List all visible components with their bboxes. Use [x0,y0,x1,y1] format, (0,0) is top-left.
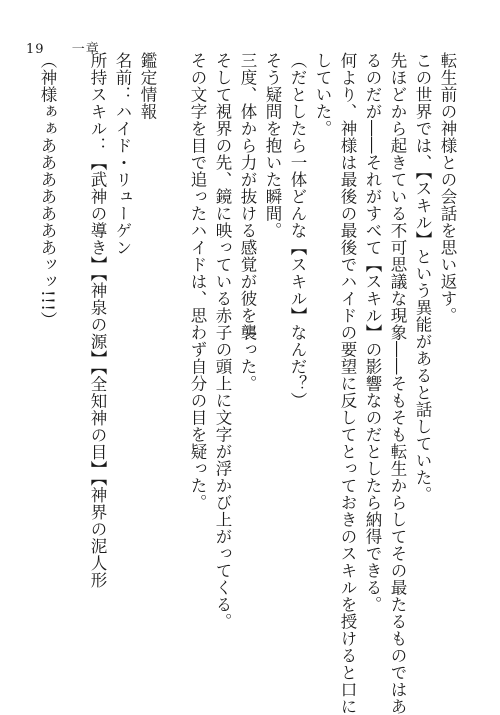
section-gap [160,52,185,682]
chapter-title: 一章 [71,42,100,57]
text-line: （だとしたら一体どんな【スキル】なんだ？） [288,52,307,409]
text-line: そして視界の先、鏡に映っている赤子の頭上に文字が浮かび上がってくる。 [213,52,232,630]
text-line: 何より、神様は最後の最後でハイドの要望に反してとっておきのスキルを授けると口に [338,52,357,715]
text-line: そう疑問を抱いた瞬間。 [263,52,282,239]
text-line: るのだが――それがすべて【スキル】の影響なのだとしたら納得できる。 [363,52,382,613]
text-line: 所持スキル：【武神の導き】【神泉の源】【全知神の目】【神界の泥人形 [88,52,107,589]
text-line: （神様ぁぁあああああああッッ!!!） [38,52,57,329]
text-line: していた。 [313,52,332,137]
body-text [35,52,460,715]
text-line: この世界では、【スキル】という異能があると話していた。 [413,52,432,503]
text-line: 鑑定情報 [138,52,157,120]
text-line: 転生前の神様との会話を思い返す。 [438,52,457,324]
page-number: 19 [26,42,45,57]
text-line: 名前：ハイド・リューゲン [113,52,132,256]
text-line: その文字を目で追ったハイドは、思わず自分の目を疑った。 [188,52,207,511]
text-line: 三度、体から力が抜ける感覚が彼を襲った。 [238,52,257,392]
text-line: 先ほどから起きている不可思議な現象――そもそも転生からしてその最たるものではあ [388,52,407,715]
section-gap [60,52,85,682]
